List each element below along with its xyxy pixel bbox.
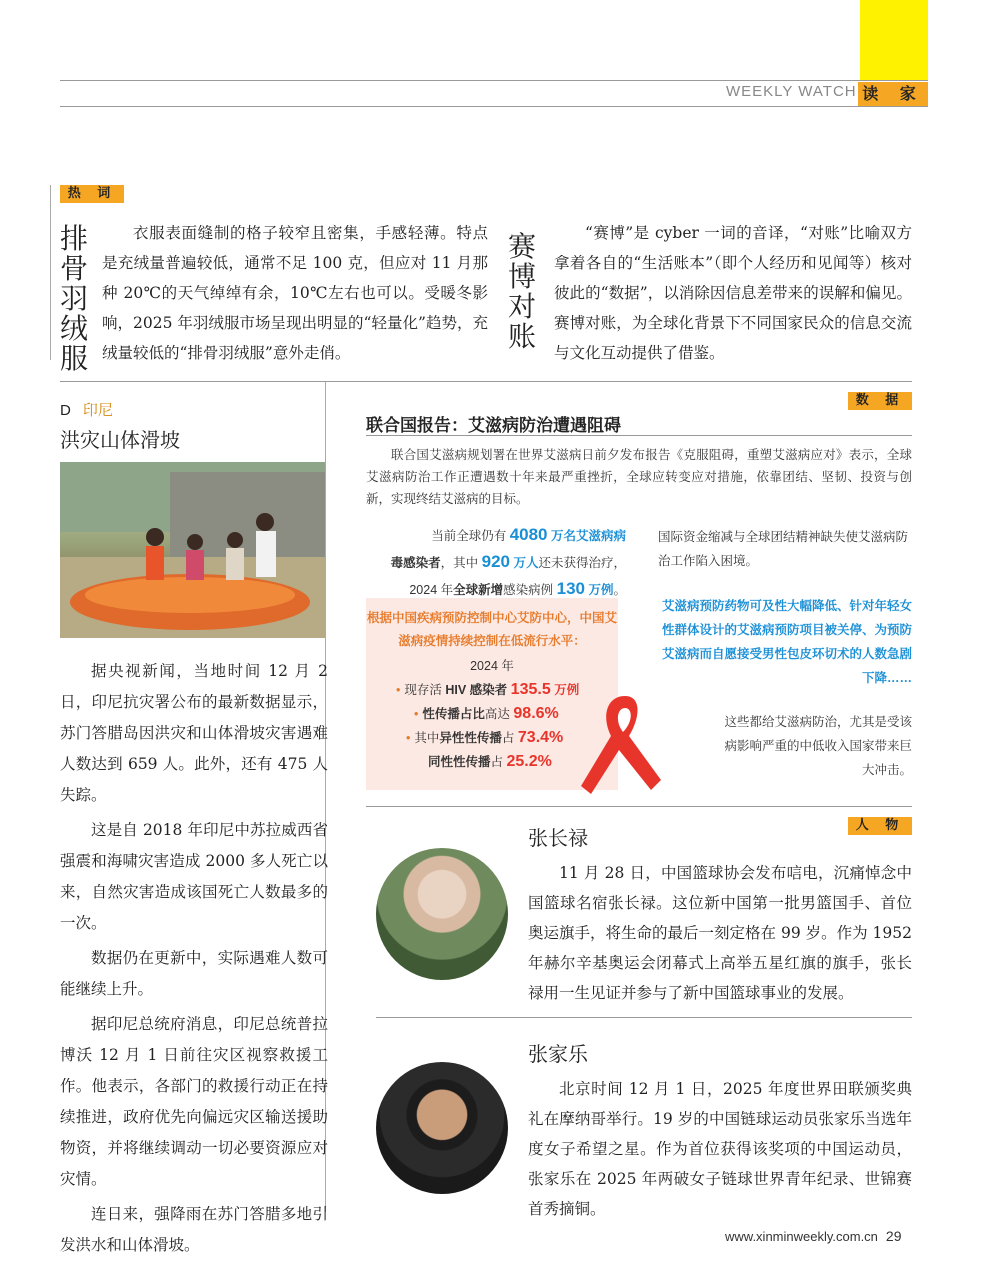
global-hiv-stat bbox=[366, 522, 626, 603]
bullet-icon: • bbox=[396, 683, 401, 697]
china-stat-title: 根据中国疾病预防控制中心艾防中心，中国艾滋病疫情持续控制在低流行水平： bbox=[366, 611, 617, 648]
stat-text: 还未获得治疗， bbox=[538, 556, 626, 570]
hot-word-body-2: “赛博”是 cyber 一词的音译，“对账”比喻双方拿着各自的“生活账本”（即个人经历和见闻等）核对彼此的“数据”，以消除因信息差带来的误解和偏见。赛博对账，为全球化背景下不同国家民众的信息交流与文化互动提供了借鉴。 bbox=[554, 224, 912, 362]
indonesia-paragraph: 据央视新闻，当地时间 12 月 2 日，印尼抗灾署公布的最新数据显示，苏门答腊岛因洪灾和山体滑坡灾害遇难人数达到 659 人。此外，还有 475 人失踪。 bbox=[60, 662, 328, 804]
china-stat-item bbox=[396, 680, 579, 699]
hot-words-bottom-rule bbox=[60, 381, 912, 382]
impact-stat: 这些都给艾滋病防治，尤其是受该病影响严重的中低收入国家带来巨大冲击。 bbox=[724, 715, 912, 777]
stat-value: 98.6% bbox=[513, 705, 559, 722]
stat-text: 2024 年 bbox=[409, 583, 454, 597]
hot-word-body-1: 衣服表面缝制的格子较窄且密集，手感轻薄。特点是充绒量普遍较低，通常不足 100 克，但应对 11 月那种 20℃的天气绰绰有余，10℃左右也可以。受暖冬影响，2025 年羽绒服市场呈现出明显的“轻量化”趋势，充绒量较低的“排骨羽绒服”意外走俏。 bbox=[102, 224, 488, 362]
person-name-1: 张长禄 bbox=[528, 828, 588, 850]
china-stat-item bbox=[406, 728, 563, 747]
stat-text: 高达 bbox=[484, 707, 514, 721]
person-body-2: 北京时间 12 月 1 日，2025 年度世界田联颁奖典礼在摩纳哥举行。19 岁的中国链球运动员张家乐当选年度女子希望之星。作为首位获得该奖项的中国运动员，张家乐在 2025 年两破女子链球世界青年纪录、世锦赛首秀摘铜。 bbox=[528, 1080, 912, 1218]
stat-text: ，其中 bbox=[440, 556, 482, 570]
flood-rescue-photo bbox=[60, 462, 325, 638]
stat-text: 。 bbox=[613, 583, 626, 597]
stat-text: 当前全球仍有 bbox=[431, 529, 510, 543]
person-name-2: 张家乐 bbox=[528, 1044, 588, 1066]
person-body-1: 11 月 28 日，中国篮球协会发布唁电，沉痛悼念中国篮球名宿张长禄。这位新中国第一批男篮国手、首位奥运旗手，将生命的最后一刻定格在 99 岁。作为 1952 年赫尔辛基奥运会闭幕式上高举五星红旗的旗手，张长禄用一生见证并参与了新中国篮球事业的发展。 bbox=[528, 864, 912, 1002]
indonesia-paragraph: 连日来，强降雨在苏门答腊多地引发洪水和山体滑坡。 bbox=[60, 1205, 328, 1254]
flood-photo-illustration bbox=[60, 462, 325, 638]
stat-number: 130 bbox=[556, 579, 585, 598]
flood-title: 洪灾山体滑坡 bbox=[60, 430, 180, 452]
avatar-zhang-changlu bbox=[376, 848, 508, 980]
hot-word-title-1: 排骨羽绒服 bbox=[59, 222, 88, 375]
stat-text: 毒感染者 bbox=[390, 556, 441, 570]
people-top-rule bbox=[366, 806, 912, 807]
header-rule-bottom bbox=[60, 106, 928, 107]
indonesia-article bbox=[60, 656, 328, 1265]
section-label-en: WEEKLY WATCH bbox=[726, 83, 857, 100]
stat-number: 4080 bbox=[509, 525, 548, 544]
stat-text: 现存活 bbox=[404, 683, 446, 697]
stat-key: 性传播占比 bbox=[422, 707, 485, 721]
stat-text: 全球新增 bbox=[453, 583, 504, 597]
avatar-zhang-jiale bbox=[376, 1062, 508, 1194]
stat-key: HIV 感染者 bbox=[445, 683, 511, 697]
stat-text: 感染病例 bbox=[503, 583, 557, 597]
section-label-cn: 读 家 bbox=[858, 82, 928, 106]
people-divider bbox=[376, 1017, 912, 1018]
region-country: 印尼 bbox=[82, 402, 113, 419]
stat-key: 同性性传播 bbox=[428, 755, 491, 769]
data-tag: 数 据 bbox=[848, 392, 912, 410]
stat-number: 920 bbox=[481, 552, 510, 571]
bullet-icon: • bbox=[414, 707, 419, 721]
china-stat-item bbox=[414, 704, 559, 723]
hot-words-tag: 热 词 bbox=[60, 185, 124, 203]
hot-word-title-2: 赛博对账 bbox=[507, 230, 536, 353]
un-report-intro: 联合国艾滋病规划署在世界艾滋病日前夕发布报告《克服阻碍，重塑艾滋病应对》表示，全球艾滋病防治工作正遭遇数十年来最严重挫折，全球应转变应对措施，依靠团结、坚韧、投资与创新，实现终结艾滋病的目标。 bbox=[366, 448, 912, 506]
stat-value: 25.2% bbox=[506, 753, 552, 770]
region-letter: D bbox=[60, 402, 71, 419]
people-tag: 人 物 bbox=[848, 817, 912, 835]
china-stat-year: 2024 年 bbox=[470, 659, 514, 673]
stat-text: 占 bbox=[490, 755, 507, 769]
stat-unit: 万例 bbox=[550, 683, 580, 697]
stat-unit: 万例 bbox=[585, 583, 614, 597]
un-report-rule bbox=[366, 435, 912, 436]
un-report-title: 联合国报告：艾滋病防治遭遇阻碍 bbox=[366, 416, 621, 435]
hot-words-left-rule bbox=[50, 185, 51, 360]
header-yellow-tab bbox=[860, 0, 928, 80]
region-label bbox=[60, 399, 113, 420]
red-ribbon-icon bbox=[565, 690, 675, 800]
bullet-icon: • bbox=[406, 731, 411, 745]
stat-text: 其中 bbox=[414, 731, 440, 745]
site-url: www.xinminweekly.com.cn bbox=[725, 1229, 878, 1244]
funding-stat: 国际资金缩减与全球团结精神缺失使艾滋病防治工作陷入困境。 bbox=[658, 530, 909, 568]
indonesia-paragraph: 这是自 2018 年印尼中苏拉威西省强震和海啸灾害造成 2000 多人死亡以来，自然灾害造成该国死亡人数最多的一次。 bbox=[60, 821, 328, 932]
page-footer bbox=[725, 1228, 902, 1244]
stat-unit: 万人 bbox=[510, 556, 539, 570]
indonesia-paragraph: 据印尼总统府消息，印尼总统普拉博沃 12 月 1 日前往灾区视察救援工作。他表示，各部门的救援行动正在持续推进，政府优先向偏远灾区输送援助物资，并将继续调动一切必要资源应对灾情。 bbox=[60, 1015, 328, 1188]
china-stat-item bbox=[428, 752, 552, 771]
page-number: 29 bbox=[885, 1228, 902, 1244]
stat-text: 占 bbox=[501, 731, 518, 745]
stat-key: 异性性传播 bbox=[439, 731, 502, 745]
indonesia-paragraph: 数据仍在更新中，实际遇难人数可能继续上升。 bbox=[60, 949, 328, 998]
prevention-stat: 艾滋病预防药物可及性大幅降低、针对年轻女性群体设计的艾滋病预防项目被关停、为预防艾滋病而自愿接受男性包皮环切术的人数急剧下降…… bbox=[661, 599, 912, 685]
stat-value: 73.4% bbox=[517, 729, 564, 746]
stat-unit: 万名艾滋病病 bbox=[547, 529, 626, 543]
header-rule-top bbox=[60, 80, 928, 81]
stat-value: 135.5 bbox=[510, 681, 551, 698]
